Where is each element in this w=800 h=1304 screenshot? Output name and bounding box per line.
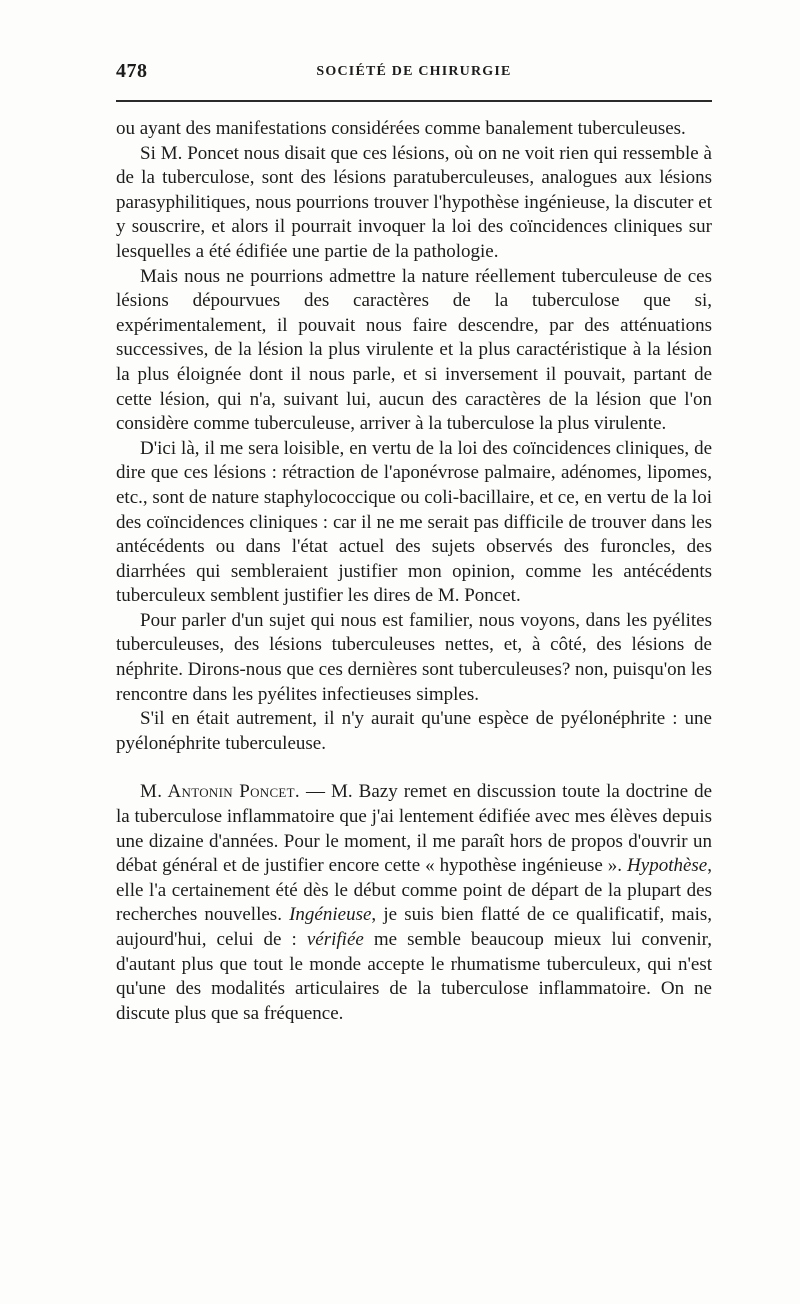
speaker-name: M. Antonin Poncet.: [140, 781, 300, 803]
italic-term: Hypothèse: [627, 855, 708, 877]
running-head: [116, 60, 712, 86]
reply-text: me semble beaucoup mieux lui convenir, d'autant plus que tout le monde accepte le rhumatisme tuberculeux, qui n'est qu'une des modalités articulaires de la tuberculose inflammatoire. On ne discute plus que sa fréquence.: [116, 929, 712, 1024]
running-title: SOCIÉTÉ DE CHIRURGIE: [316, 64, 512, 79]
page-number: 478: [116, 60, 148, 82]
paragraph: Pour parler d'un sujet qui nous est familier, nous voyons, dans les pyélites tuberculeuses, des lésions tuberculeuses nettes, et, à côté, des lésions de néphrite. Dirons-nous que ces dernières sont tuberculeuses? non, puisqu'on les rencontre dans les pyélites infectieuses simples.: [116, 609, 712, 705]
paragraph: ou ayant des manifestations considérées comme banalement tuberculeuses.: [116, 118, 686, 139]
italic-term: Ingénieuse: [289, 904, 372, 926]
reply-paragraph: [116, 780, 712, 1026]
italic-term: vérifiée: [306, 929, 364, 950]
paragraph: D'ici là, il me sera loisible, en vertu de la loi des coïncidences cliniques, de dire que ces lésions : rétraction de l'aponévrose palmaire, adénomes, lipomes, etc., sont de nature staphylococcique ou coli-bacillaire, et ce, en vertu de la loi des coïncidences cliniques : car il ne me serait pas difficile de trouver dans les antécédents ou dans l'état actuel des sujets observés des furoncles, des diarrhées qui sembleraient justifier mon opinion, comme les antécédents tuberculeux semblent justifier les dires de M. Poncet.: [116, 437, 712, 607]
reply-text: , je suis bien flatté de ce qualificatif, mais, aujourd'hui, celui de :: [116, 904, 712, 950]
header-rule: [116, 100, 712, 102]
paragraph: Si M. Poncet nous disait que ces lésions, où on ne voit rien qui ressemble à de la tuberculose, sont des lésions paratuberculeuses, analogues aux lésions parasyphilitiques, nous pourrions trouver l'hypothèse ingénieuse, la discuter et y souscrire, et alors il pourrait invoquer la loi des coïncidences cliniques sur lesquelles a été édifiée une partie de la pathologie.: [116, 142, 712, 262]
body-text: [116, 117, 712, 1026]
paragraph: Mais nous ne pourrions admettre la nature réellement tuberculeuse de ces lésions dépourvues des caractères de la tuberculose que si, expérimentalement, il pouvait nous faire descendre, par des atténuations successives, de la lésion la plus virulente et la plus caractéristique à la lésion la plus éloignée dont il nous parle, et si inversement il pouvait, partant de cette lésion, qui n'a, suivant lui, aucun des caractères de la lésion que l'on considère comme tuberculeuse, arriver à la tuberculose la plus virulente.: [116, 265, 712, 435]
reply-text: — M. Bazy remet en discussion toute la doctrine de la tuberculose inflammatoire que j'ai lentement édifiée avec mes élèves depuis une dizaine d'années. Pour le moment, il me paraît hors de propos d'ouvrir un débat général et de justifier encore cette « hypothèse ingénieuse ».: [116, 781, 713, 877]
reply-text: , elle l'a certainement été dès le début comme point de départ de la plupart des recherches nouvelles.: [116, 855, 712, 926]
paragraph: S'il en était autrement, il n'y aurait qu'une espèce de pyélonéphrite : une pyélonéphrite tuberculeuse.: [116, 708, 712, 754]
